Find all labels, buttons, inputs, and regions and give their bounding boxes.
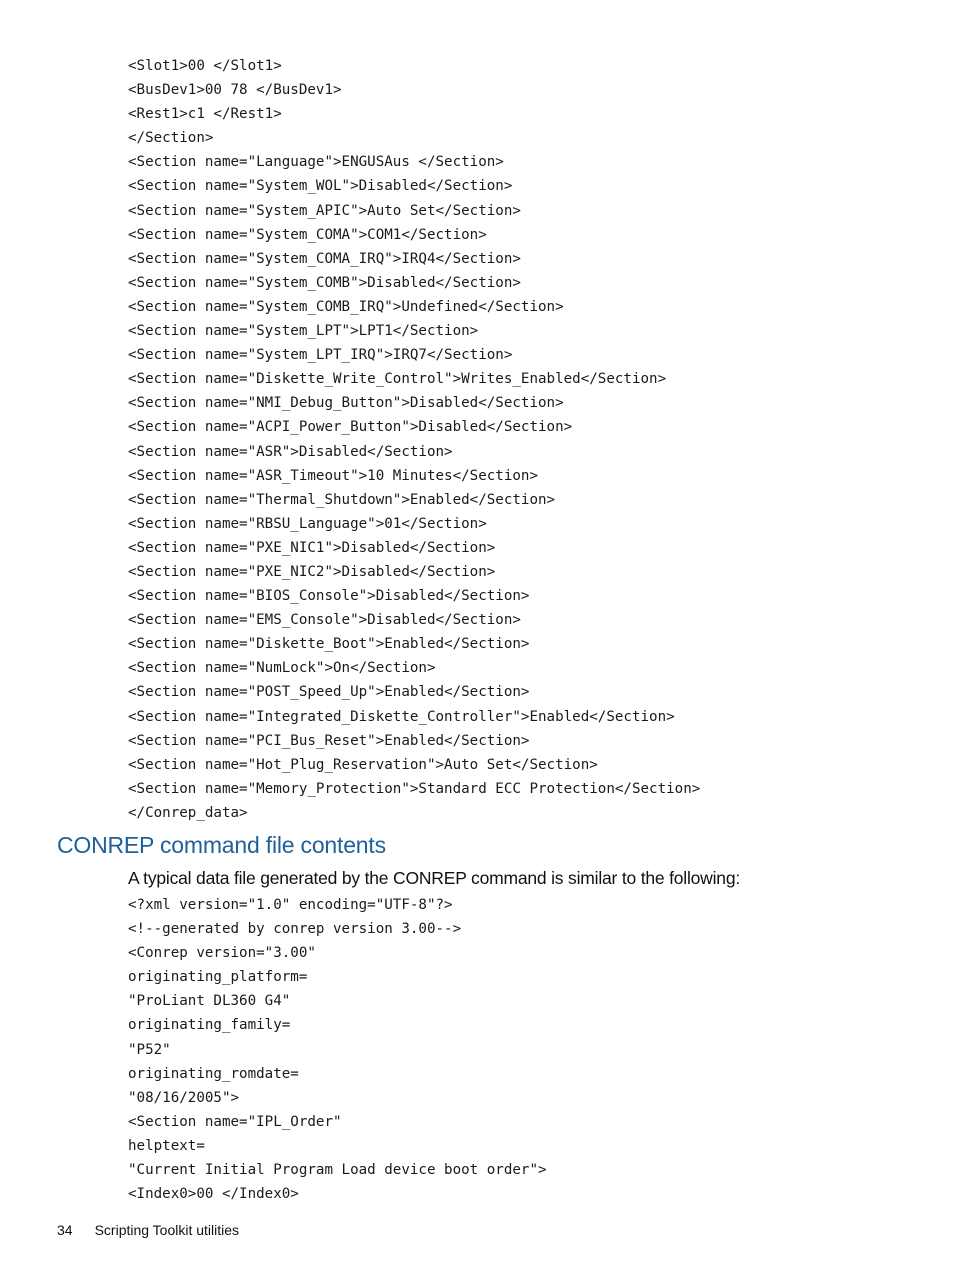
code-line: <Section name="ASR">Disabled</Section> [128,443,453,460]
code-block-bottom [128,893,547,1206]
code-line: originating_romdate= [128,1065,299,1082]
code-line: <Section name="System_LPT">LPT1</Section> [128,323,479,340]
code-line: <Section name="System_COMB">Disabled</Section> [128,274,521,291]
code-line: <Conrep version="3.00" [128,945,316,962]
code-line: <Section name="System_WOL">Disabled</Section> [128,178,513,195]
code-line: <Section name="System_APIC">Auto Set</Section> [128,202,521,219]
page-number: 34 [57,1222,73,1238]
code-line: <Section name="NMI_Debug_Button">Disabled</Section> [128,395,564,412]
code-line: <Section name="Integrated_Diskette_Controller">Enabled</Section> [128,708,675,725]
code-line: <Section name="Language">ENGUSAus </Section> [128,154,504,171]
code-line: <Section name="PXE_NIC1">Disabled</Section> [128,539,496,556]
code-line: <Section name="System_COMA">COM1</Section> [128,226,487,243]
code-line: <Section name="IPL_Order" [128,1113,342,1130]
code-line: "Current Initial Program Load device boot order"> [128,1162,547,1179]
code-line: <Section name="System_COMB_IRQ">Undefined</Section> [128,298,564,315]
code-line: </Section> [128,130,214,147]
code-line: <Section name="Thermal_Shutdown">Enabled</Section> [128,491,556,508]
code-line: <Section name="PCI_Bus_Reset">Enabled</Section> [128,732,530,749]
code-line: <Section name="RBSU_Language">01</Section> [128,515,487,532]
code-line: <Section name="PXE_NIC2">Disabled</Section> [128,563,496,580]
code-line: <Section name="System_LPT_IRQ">IRQ7</Section> [128,347,513,364]
code-line: <Section name="ASR_Timeout">10 Minutes</Section> [128,467,538,484]
code-line: <Section name="Hot_Plug_Reservation">Auto Set</Section> [128,756,598,773]
code-line: <Section name="NumLock">On</Section> [128,660,436,677]
code-line: "08/16/2005"> [128,1089,240,1106]
code-line: </Conrep_data> [128,804,248,821]
code-line: <Index0>00 </Index0> [128,1186,299,1203]
code-line: <Slot1>00 </Slot1> [128,58,282,74]
code-line: <Section name="POST_Speed_Up">Enabled</Section> [128,684,530,701]
page-footer [57,1222,239,1238]
code-line: <Section name="Diskette_Boot">Enabled</Section> [128,636,530,653]
code-line: <Section name="Diskette_Write_Control">Writes_Enabled</Section> [128,371,667,388]
code-line: originating_platform= [128,969,308,986]
code-line: originating_family= [128,1017,291,1034]
section-intro: A typical data file generated by the CONREP command is similar to the following: [128,868,741,888]
chapter-title: Scripting Toolkit utilities [94,1222,240,1238]
code-line: <!--generated by conrep version 3.00--> [128,921,462,938]
code-line: helptext= [128,1137,205,1154]
code-line: <Rest1>c1 </Rest1> [128,106,282,123]
code-line: <Section name="EMS_Console">Disabled</Section> [128,612,521,629]
code-line: <Section name="BIOS_Console">Disabled</Section> [128,588,530,605]
code-line: <BusDev1>00 78 </BusDev1> [128,82,342,99]
code-line: "P52" [128,1041,171,1058]
code-line: <Section name="System_COMA_IRQ">IRQ4</Section> [128,250,521,267]
code-line: "ProLiant DL360 G4" [128,993,291,1010]
code-block-top [128,54,700,825]
code-line: <Section name="Memory_Protection">Standard ECC Protection</Section> [128,780,701,797]
code-line: <?xml version="1.0" encoding="UTF-8"?> [128,897,453,913]
section-heading: CONREP command file contents [57,832,386,858]
code-line: <Section name="ACPI_Power_Button">Disabled</Section> [128,419,573,436]
